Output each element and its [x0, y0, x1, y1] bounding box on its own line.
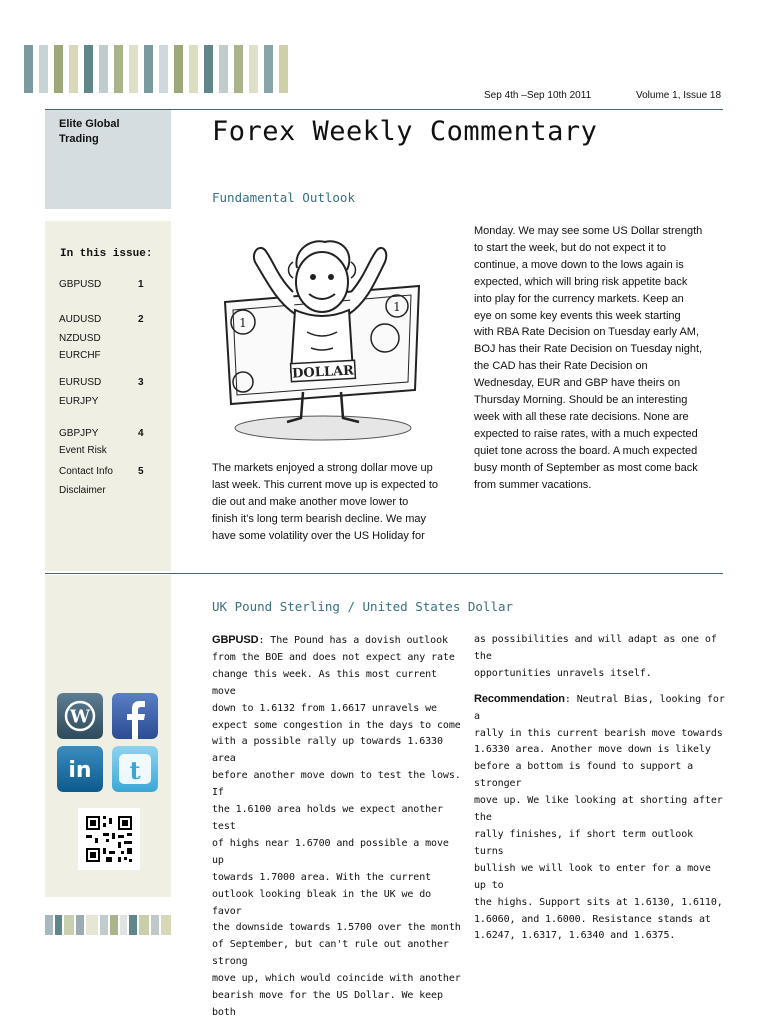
- text-line: bullish we will look to enter for a move up to: [474, 862, 711, 891]
- dollar-cartoon-image: [207, 222, 439, 444]
- newsletter-title: Forex Weekly Commentary: [212, 116, 598, 147]
- text-line: continue, a move down to the lows again is: [474, 258, 684, 271]
- text-line: last week. This current move up is expected to: [212, 478, 439, 491]
- toc-page-contact-info: 5: [138, 466, 144, 477]
- text-line: 1.6060, and 1.6000. Resistance stands at: [474, 913, 711, 925]
- gbpusd-right-column: [474, 632, 728, 945]
- text-line: towards 1.7000 area. With the current: [212, 871, 432, 883]
- text-line: 1.6247, 1.6317, 1.6340 and 1.6375.: [474, 930, 676, 942]
- fundamental-right-column: [474, 223, 726, 494]
- text-line: with RBA Rate Decision on Tuesday early AM,: [474, 326, 699, 339]
- text-line: before a bottom is found to support a stronger: [474, 761, 694, 790]
- text-line: die out and make another move lower to: [212, 495, 409, 508]
- text-line: expected, which will bring risk appetite back: [474, 275, 688, 288]
- text-line: down to 1.6132 from 1.6617 unravels we: [212, 702, 437, 714]
- svg-text:W: W: [69, 706, 91, 728]
- issue-date-range: Sep 4th –Sep 10th 2011: [484, 90, 592, 101]
- gbpusd-lead-label: GBPUSD: [212, 634, 259, 646]
- toc-page-gbpusd: 1: [138, 279, 144, 290]
- text-line: busy month of September as most come back: [474, 461, 698, 474]
- section-heading-gbpusd: UK Pound Sterling / United States Dollar: [212, 599, 514, 614]
- text-line: opportunities unravels itself.: [474, 667, 652, 679]
- facebook-icon[interactable]: [112, 693, 158, 739]
- text-line: expected to raise rates, with a much expected: [474, 427, 698, 440]
- toc-item-event-risk[interactable]: Event Risk: [59, 445, 107, 456]
- text-line: before another move down to test the lows. If: [212, 770, 461, 799]
- text-line: [212, 632, 466, 650]
- svg-text:1: 1: [239, 316, 247, 330]
- text-line: the 1.6100 area holds we expect another test: [212, 804, 443, 832]
- linkedin-icon[interactable]: [57, 746, 103, 792]
- text-line: eye on some key events this week starting: [474, 309, 681, 322]
- toc-item-disclaimer[interactable]: Disclaimer: [59, 485, 106, 496]
- text-line: into play for the currency markets. Keep an: [474, 292, 684, 305]
- text-line: the highs. Support sits at 1.6130, 1.6110,: [474, 896, 723, 908]
- text-line: BOJ has their Rate Decision on Tuesday night,: [474, 343, 703, 356]
- svg-text:t: t: [129, 756, 141, 785]
- text-line: the downside towards 1.5700 over the month: [212, 922, 461, 934]
- text-line: Thursday Morning. Should be an interesting: [474, 394, 688, 407]
- header-stripe-decoration: [24, 45, 294, 93]
- svg-text:1: 1: [393, 300, 401, 314]
- toc-item-eurchf[interactable]: EURCHF: [59, 350, 101, 361]
- text-line: [474, 691, 728, 726]
- text-line: change this week. As this most current move: [212, 668, 437, 697]
- toc-item-gbpjpy[interactable]: GBPJPY: [59, 428, 99, 439]
- text-line: outlook looking bleak in the UK we do favor: [212, 888, 432, 917]
- recommendation-label: Recommendation: [474, 692, 565, 705]
- section-divider-rule: [45, 573, 723, 574]
- gbpusd-lead-text: : The Pound has a dovish outlook: [258, 635, 448, 646]
- toc-item-eurjpy[interactable]: EURJPY: [59, 396, 99, 407]
- text-line: of September, but can't rule out another strong: [212, 939, 449, 968]
- text-line: quiet tone across the board. A much expected: [474, 444, 698, 457]
- text-line: bearish move for the US Dollar. We keep both: [212, 990, 443, 1018]
- wordpress-icon[interactable]: [57, 693, 103, 739]
- text-line: Wednesday, EUR and GBP have theirs on: [474, 377, 681, 390]
- qr-code-icon: [78, 808, 140, 870]
- text-line: week with all these rate decisions. None are: [474, 410, 689, 423]
- svg-text:in: in: [68, 758, 92, 783]
- footer-stripe-decoration: [45, 915, 171, 935]
- sidebar-organization: [45, 110, 171, 209]
- text-line: as possibilities and will adapt as one of the: [474, 634, 717, 662]
- toc-item-nzdusd[interactable]: NZDUSD: [59, 333, 101, 344]
- sidebar-toc: [45, 221, 171, 571]
- fundamental-left-column: [212, 460, 462, 545]
- text-line: finish it's long term bearish decline. We may: [212, 512, 427, 525]
- toc-item-contact-info[interactable]: Contact Info: [59, 466, 113, 477]
- text-line: with a possible rally up towards 1.6330 area: [212, 736, 443, 765]
- toc-item-gbpusd[interactable]: GBPUSD: [59, 279, 102, 290]
- text-line: The markets enjoyed a strong dollar move up: [212, 462, 433, 474]
- toc-page-eurusd: 3: [138, 377, 144, 388]
- text-line: of highs near 1.6700 and possible a move up: [212, 837, 449, 866]
- paragraph-spacer: [474, 683, 728, 691]
- text-line: have some volatility over the US Holiday for: [212, 529, 425, 542]
- recommendation-lead-text: : Neutral Bias, looking for a: [474, 693, 725, 722]
- text-line: move up. We like looking at shorting after the: [474, 795, 723, 824]
- text-line: to start the week, but do not expect it to: [474, 241, 667, 254]
- toc-item-eurusd[interactable]: EURUSD: [59, 377, 102, 388]
- cartoon-label: DOLLAR: [291, 363, 355, 382]
- text-line: move up, which would coincide with another: [212, 973, 461, 985]
- text-line: Monday. We may see some US Dollar strength: [474, 225, 703, 237]
- text-line: expect some congestion in the days to come: [212, 719, 461, 731]
- toc-item-audusd[interactable]: AUDUSD: [59, 314, 102, 325]
- text-line: rally finishes, if short term outlook turns: [474, 828, 694, 857]
- section-heading-fundamental: Fundamental Outlook: [212, 190, 355, 205]
- text-line: 1.6330 area. Another move down is likely: [474, 744, 711, 756]
- org-name-line2: Trading: [59, 133, 99, 145]
- gbpusd-left-column: [212, 632, 466, 1022]
- issue-volume: Volume 1, Issue 18: [636, 90, 722, 101]
- text-line: from summer vacations.: [474, 478, 592, 491]
- toc-page-gbpjpy: 4: [138, 428, 144, 439]
- toc-title: In this issue:: [60, 248, 153, 260]
- toc-page-audusd: 2: [138, 314, 144, 325]
- text-line: from the BOE and does not expect any rate: [212, 651, 455, 663]
- twitter-icon[interactable]: [112, 746, 158, 792]
- text-line: rally in this current bearish move towards: [474, 727, 723, 739]
- text-line: the CAD has their Rate Decision on: [474, 360, 648, 373]
- org-name-line1: Elite Global: [59, 118, 120, 130]
